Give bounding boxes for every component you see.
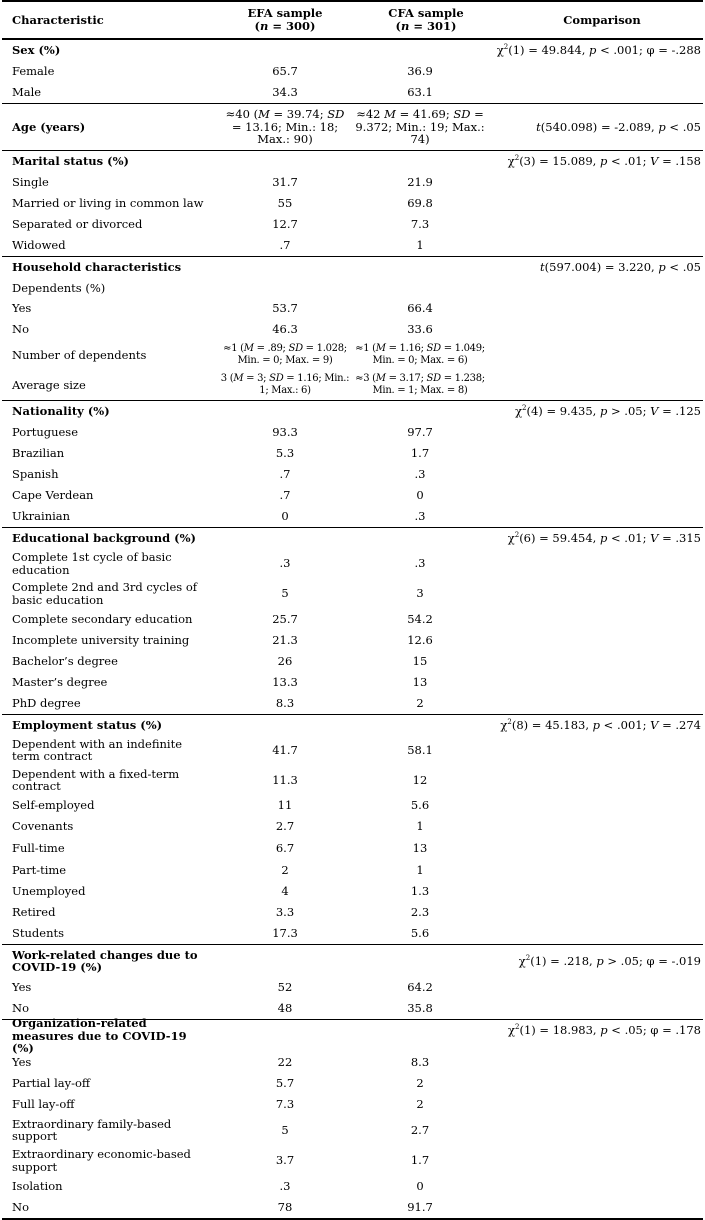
cfa-value: 63.1 [407,85,433,100]
table-row [2,902,703,923]
cfa-value: 97.7 [407,425,433,440]
row-label: No [12,1200,29,1215]
table-row [2,859,703,881]
table-header [2,0,703,39]
cfa-value: 5.6 [410,926,430,941]
cfa-value: 66.4 [407,301,433,316]
section-age [2,103,703,150]
cfa-value: 13 [412,675,428,690]
section-sex [2,39,703,61]
row-label: Portuguese [12,425,79,440]
efa-value: 11.3 [272,772,298,787]
cfa-value: 91.7 [407,1200,433,1215]
cfa-value: 2.7 [410,1122,430,1137]
cfa-value: 2 [416,1097,424,1112]
cfa-value: .3 [414,556,426,571]
efa-value: 11 [277,798,293,813]
efa-value: ≈40 (M = 39.74; SD = 13.16; Min.: 18; Max.: 90) [225,107,345,147]
table-row [2,319,703,340]
section-label: Work-related changes due to COVID-19 (%) [12,947,198,974]
cfa-value: 36.9 [407,64,433,79]
cfa-value: 13 [412,840,428,855]
efa-value: .3 [279,556,291,571]
table-row [2,630,703,651]
efa-value: 8.3 [275,696,295,711]
efa-value: 22 [277,1055,293,1070]
table-row [2,193,703,214]
efa-value: 3.7 [275,1153,295,1168]
table-row [2,837,703,859]
cfa-value: 1 [416,862,424,877]
efa-value: 5.3 [275,446,295,461]
table-row [2,443,703,464]
cfa-value: 1.7 [410,1153,430,1168]
table-row [2,651,703,672]
efa-value: 7.3 [275,1097,295,1112]
efa-value: 2.7 [275,819,295,834]
table-row [2,464,703,485]
cfa-value: 3 [416,586,424,601]
efa-value: .7 [279,467,291,482]
table-row [2,1115,703,1145]
section-nationality [2,400,703,422]
row-label: Single [12,175,49,190]
table-row [2,735,703,765]
cfa-value: 21.9 [407,175,433,190]
row-label: Separated or divorced [12,217,143,232]
comparison-stat: $\chi^2(1) = .218$, p > .05; φ = -.019 [518,954,701,968]
section-marital [2,150,703,172]
efa-value: 34.3 [272,85,298,100]
row-label: Part-time [12,862,67,877]
row-label: Spanish [12,467,59,482]
row-label: PhD degree [12,696,81,711]
cfa-value: 1 [416,819,424,834]
cfa-value: 5.6 [410,798,430,813]
efa-value: 65.7 [272,64,298,79]
row-label: Yes [12,301,32,316]
table-row [2,61,703,82]
cfa-value: 35.8 [407,1001,433,1016]
table-row [2,1052,703,1073]
table-row [2,370,703,400]
row-label: Extraordinary economic-based support [12,1147,191,1174]
row-label: Female [12,64,55,79]
efa-value: 3 (M = 3; SD = 1.16; Min.: 1; Max.: 6) [220,372,350,396]
efa-value: 4 [281,884,289,899]
row-label: Master’s degree [12,675,108,690]
cfa-value: 54.2 [407,612,433,627]
efa-value: 26 [277,654,293,669]
efa-value: 13.3 [272,675,298,690]
efa-value: 46.3 [272,322,298,337]
section-label: Sex (%) [12,43,61,58]
row-label: Widowed [12,238,66,253]
section-label: Age (years) [12,119,86,134]
cfa-value: 15 [412,654,428,669]
row-label: Bachelor’s degree [12,654,118,669]
row-label: Unemployed [12,884,86,899]
table-row [2,765,703,795]
table-row [2,1197,703,1220]
row-label: Yes [12,980,32,995]
table-row [2,340,703,370]
row-label: Full lay-off [12,1097,75,1112]
row-label: Students [12,926,65,941]
cfa-value: 0 [416,488,424,503]
table-row [2,172,703,193]
comparison-stat: $\chi^2(3) = 15.089$, p < .01; V = .158 [507,154,701,168]
comparison-stat: t(597.004) = 3.220, p < .05 [540,260,701,274]
efa-value: 21.3 [272,633,298,648]
table-row [2,214,703,235]
efa-value: 78 [277,1200,293,1215]
efa-value: 2 [281,862,289,877]
efa-value: 5 [281,586,289,601]
header-comparison: Comparison [563,12,641,27]
comparison-stat: $\chi^2(6) = 59.454$, p < .01; V = .315 [507,531,701,545]
table-row [2,881,703,902]
table-row [2,578,703,609]
table-row [2,923,703,944]
table-row [2,795,703,816]
cfa-value: 7.3 [410,217,430,232]
row-label: Dependents (%) [12,280,106,295]
row-label: Dependent with an indefinite term contract [12,736,183,763]
table-row [2,506,703,527]
row-label: No [12,1001,29,1016]
row-label: Complete secondary education [12,612,193,627]
cfa-value: 2 [416,696,424,711]
cfa-value: 64.2 [407,980,433,995]
efa-value: 55 [277,196,293,211]
section-employment [2,714,703,735]
header-efa: EFA sample (n = 300) [247,6,323,33]
table-row [2,298,703,319]
cfa-value: 12 [412,772,428,787]
cfa-value: 69.8 [407,196,433,211]
efa-value: 5 [281,1122,289,1137]
efa-value: 53.7 [272,301,298,316]
table-row [2,609,703,630]
cfa-value: ≈42 M = 41.69; SD = 9.372; Min.: 19; Max.: 74) [355,107,485,147]
efa-value: 3.3 [275,905,295,920]
row-label: Ukrainian [12,509,71,524]
efa-value: 25.7 [272,612,298,627]
section-label: Household characteristics [12,260,182,275]
section-label: Nationality (%) [12,404,110,419]
efa-value: 0 [281,509,289,524]
cfa-value: 0 [416,1179,424,1194]
efa-value: 5.7 [275,1076,295,1091]
cfa-value: .3 [414,467,426,482]
efa-value: 41.7 [272,742,298,757]
row-label: Extraordinary family-based support [12,1116,172,1143]
efa-value: 17.3 [272,926,298,941]
section-household [2,256,703,278]
cfa-value: .3 [414,509,426,524]
section-education [2,527,703,549]
row-label: No [12,322,29,337]
table-row [2,977,703,998]
efa-value: 6.7 [275,840,295,855]
comparison-stat: $\chi^2(4) = 9.435$, p > .05; V = .125 [515,404,701,418]
efa-value: 31.7 [272,175,298,190]
cfa-value: 1.7 [410,446,430,461]
table-row [2,1094,703,1115]
comparison-stat: $\chi^2(1) = 49.844$, p < .001; φ = -.288 [496,43,701,57]
section-org-measures [2,1016,703,1056]
efa-value: ≈1 (M = .89; SD = 1.028; Min. = 0; Max. = 9) [223,342,347,366]
efa-value: 48 [277,1001,293,1016]
table-row [2,672,703,693]
row-label: Incomplete university training [12,633,190,648]
cfa-value: ≈3 (M = 3.17; SD = 1.238; Min. = 1; Max. = 8) [355,372,485,396]
table-row [2,235,703,256]
table-row [2,549,703,578]
efa-value: 12.7 [272,217,298,232]
table-row [2,422,703,443]
table-row [2,816,703,837]
cfa-value: 12.6 [407,633,433,648]
table-row [2,82,703,103]
demographics-table [2,0,703,1220]
section-label: Organization-related measures due to COVID-19 (%) [12,1016,187,1056]
cfa-value: 2 [416,1076,424,1091]
comparison-stat: $\chi^2(8) = 45.183$, p < .001; V = .274 [500,718,701,732]
row-label: Brazilian [12,446,65,461]
row-label: Covenants [12,819,74,834]
cfa-value: ≈1 (M = 1.16; SD = 1.049; Min. = 0; Max. = 6) [355,342,485,366]
efa-value: .3 [279,1179,291,1194]
comparison-stat: $\chi^2(1) = 18.983$, p < .05; φ = .178 [508,1023,701,1037]
row-label: Number of dependents [12,347,147,362]
row-label: Cape Verdean [12,488,94,503]
section-work-changes [2,944,703,977]
table-row [2,1145,703,1176]
row-label: Isolation [12,1179,63,1194]
row-label: Married or living in common law [12,196,204,211]
row-label: Self-employed [12,798,95,813]
table-row [2,485,703,506]
cfa-value: 2.3 [410,905,430,920]
efa-value: 93.3 [272,425,298,440]
cfa-value: 1 [416,238,424,253]
section-label: Educational background (%) [12,531,196,546]
cfa-value: 8.3 [410,1055,430,1070]
table-row [2,278,703,298]
cfa-value: 33.6 [407,322,433,337]
table-row [2,693,703,714]
section-label: Marital status (%) [12,154,129,169]
row-label: Partial lay-off [12,1076,91,1091]
cfa-value: 58.1 [407,742,433,757]
row-label: Average size [12,377,86,392]
row-label: Male [12,85,42,100]
cfa-value: 1.3 [410,884,430,899]
efa-value: .7 [279,238,291,253]
table-row [2,1176,703,1197]
header-characteristic: Characteristic [12,12,104,27]
row-label: Full-time [12,840,65,855]
efa-value: .7 [279,488,291,503]
row-label: Retired [12,905,56,920]
row-label: Complete 2nd and 3rd cycles of basic education [12,580,198,607]
row-label: Complete 1st cycle of basic education [12,550,172,577]
row-label: Dependent with a fixed-term contract [12,766,180,793]
efa-value: 52 [277,980,293,995]
comparison-stat: t(540.098) = -2.089, p < .05 [536,120,701,134]
table-row [2,1073,703,1094]
row-label: Yes [12,1055,32,1070]
section-label: Employment status (%) [12,717,163,732]
header-cfa: CFA sample (n = 301) [388,6,464,33]
